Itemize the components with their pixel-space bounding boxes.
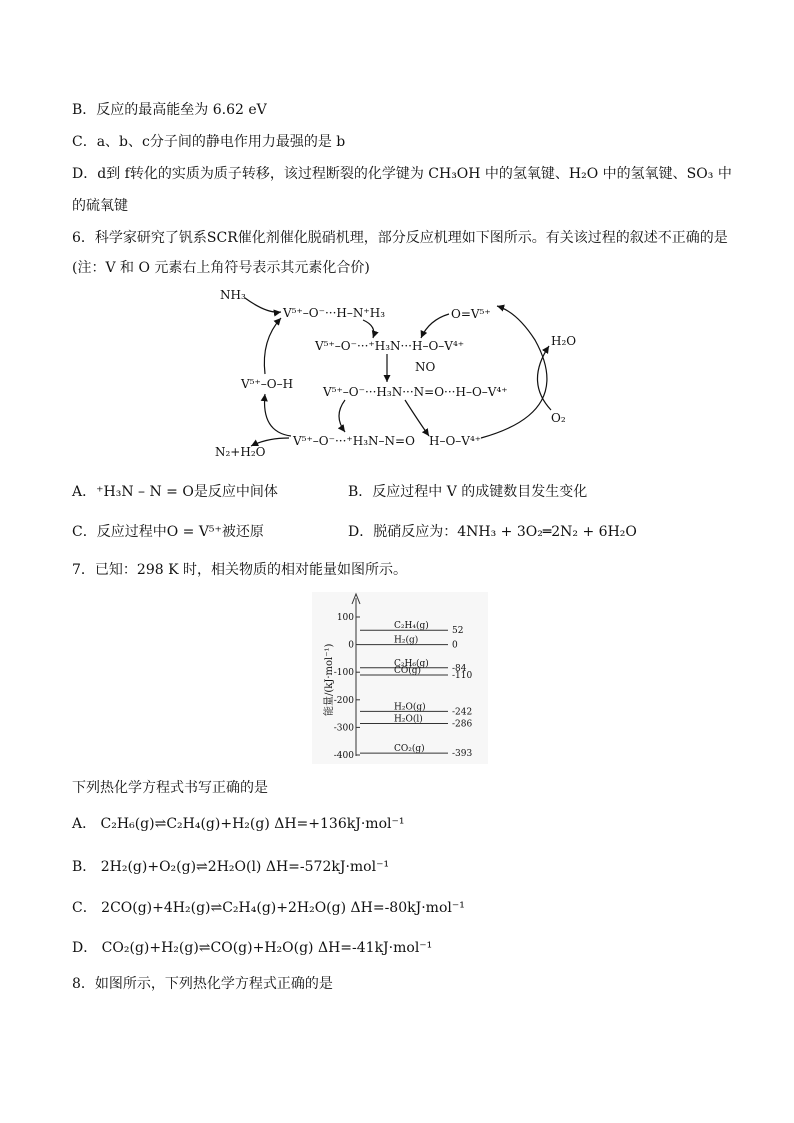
arrow-left-up [264,318,281,374]
energy-value-label: -286 [452,719,473,730]
q7-stem: 7．已知：298 K 时，相关物质的相对能量如图所示。 [72,562,407,578]
y-tick-label: -400 [333,751,354,761]
arrow-top-to-mid [363,320,374,338]
energy-value-label: -84 [452,663,467,674]
q7-option-d: D． CO₂(g)+H₂(g)⇌CO(g)+H₂O(g) ΔH=-41kJ·mol⁻¹ [72,940,433,956]
y-tick-label: 0 [348,640,354,651]
label-o-eq-v: O=V⁵⁺ [451,307,491,321]
label-n2-h2o: N₂+H₂O [215,445,266,459]
chart-ylabel: 能量/(kJ·mol⁻¹) [324,643,335,716]
y-tick-label: 100 [336,613,354,623]
species-label: C₂H₆(g) [394,658,429,669]
label-h2o-right: H₂O [551,334,577,348]
q6-stem-line1: 6．科学家研究了钒系SCR催化剂催化脱硝机理，部分反应机理如下图所示。有关该过程的叙述不正确的是 [72,230,728,246]
q6-stem-line2: (注：V 和 O 元素右上角符号表示其元素化合价) [72,260,370,276]
q7-option-a: A． C₂H₆(g)⇌C₂H₄(g)+H₂(g) ΔH=+136kJ·mol⁻¹ [72,816,405,832]
q7-option-b: B． 2H₂(g)+O₂(g)⇌2H₂O(l) ΔH=-572kJ·mol⁻¹ [72,859,390,875]
label-top-complex: V⁵⁺–O⁻···H–N⁺H₃ [283,306,385,320]
energy-value-label: -242 [452,707,473,718]
y-tick-label: -200 [333,695,354,706]
energy-value-label: -110 [452,670,473,681]
q6-option-c: C．反应过程中O = V⁵⁺被还原 [72,524,264,540]
label-h-o-v: H–O–V⁴⁺ [429,434,482,448]
q7-option-c: C． 2CO(g)+4H₂(g)⇌C₂H₄(g)+2H₂O(g) ΔH=-80kJ·mol⁻¹ [72,900,465,916]
arrow-nno-to-bottom [339,400,345,432]
q5-option-d-line2: 的硫氧键 [72,198,128,214]
q5-option-d-line1: D．d到 f转化的实质为质子转移，该过程断裂的化学键为 CH₃OH 中的氢氧键、H₂O 中的氢氧键、SO₃ 中 [72,166,732,182]
energy-value-label: -393 [452,749,473,760]
scr-mechanism-diagram [205,282,600,467]
q6-option-a: A．⁺H₃N – N = O是反应中间体 [72,484,278,500]
species-label: CO(g) [394,665,422,676]
y-tick-label: -100 [333,668,354,679]
q8-stem: 8．如图所示，下列热化学方程式正确的是 [72,976,333,992]
label-no: NO [415,360,436,374]
energy-value-label: 0 [452,640,458,651]
q7-prompt: 下列热化学方程式书写正确的是 [72,780,268,796]
label-nh3: NH₃ [220,288,246,302]
arrow-big-arc [481,306,547,438]
species-label: H₂O(g) [394,702,426,713]
label-o2: O₂ [551,411,566,425]
q5-option-b: B．反应的最高能垒为 6.62 eV [72,102,267,118]
label-v-o-h: V⁵⁺–O–H [241,377,294,391]
q6-option-d: D．脱硝反应为：4NH₃ + 3O₂═2N₂ + 6H₂O [348,524,637,540]
label-mid-complex: V⁵⁺–O⁻···⁺H₃N···H–O–V⁴⁺ [315,339,465,353]
species-label: H₂O(l) [394,714,423,725]
species-label: H₂(g) [394,635,419,646]
energy-level-chart [312,592,488,764]
energy-value-label: 52 [452,626,464,637]
label-nno-complex: V⁵⁺–O⁻···H₃N···N=O···H–O–V⁴⁺ [323,385,508,399]
arrow-nno-to-hov [405,400,429,436]
q6-option-b: B．反应过程中 V 的成键数目发生变化 [348,484,588,500]
q5-option-c: C．a、b、c分子间的静电作用力最强的是 b [72,134,346,150]
species-label: C₂H₄(g) [394,621,429,632]
arrow-nh3-in [245,298,281,312]
label-bottom-complex: V⁵⁺–O⁻···⁺H₃N–N=O [293,434,415,448]
y-tick-label: -300 [333,723,354,734]
arrow-oeqv-to-mid [421,314,449,338]
species-label: CO₂(g) [394,744,425,755]
arrow-bottom-left-up [265,394,291,436]
arrow-o2-h2o [537,346,551,410]
